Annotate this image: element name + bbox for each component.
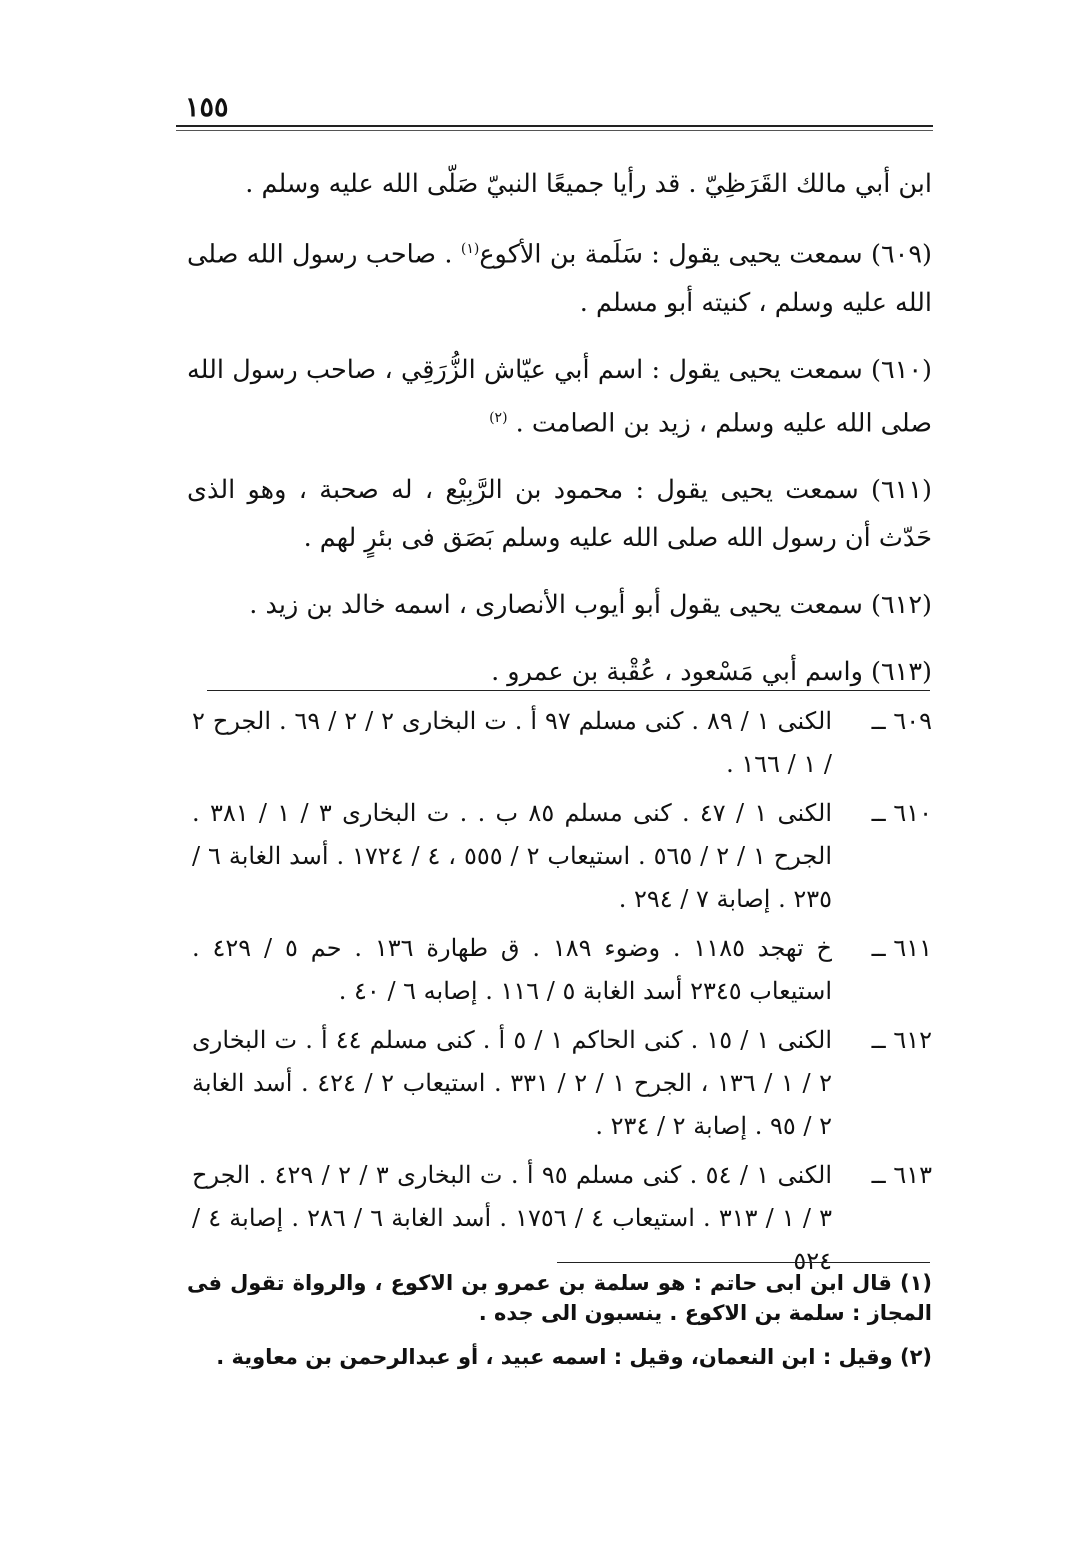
footnotes-section bbox=[187, 1268, 932, 1386]
reference-entry bbox=[192, 1019, 932, 1148]
footnotes-divider bbox=[557, 1262, 930, 1263]
footnote-marker-1: (١) bbox=[460, 241, 480, 257]
paragraph-609-main: (٦٠٩) سمعت يحيى يقول : سَلَمة بن الأكوع bbox=[479, 239, 932, 270]
reference-text: الكنى ١ / ١٥ . كنى الحاكم ١ / ٥ أ . كنى مسلم ٤٤ أ . ت البخارى ٢ / ١ / ١٣٦ ، الجرح ١ / ٢ / ٣٣١ . استيعاب ٢ / ٤٢٤ . أسد الغابة ٢ / ٩٥ . إصابة ٢ / ٢٣٤ . bbox=[192, 1026, 833, 1140]
paragraph-609-rest: . صاحب رسول الله صلى الله عليه وسلم ، كنيته أبو مسلم . bbox=[187, 239, 932, 318]
reference-text: الكنى ١ / ٤٧ . كنى مسلم ٨٥ ب . . ت البخارى ٣ / ١ / ٣٨١ . الجرح ١ / ٢ / ٥٦٥ . استيعاب ٢ / ٥٥٥ ، ٤ / ١٧٢٤ . أسد الغابة ٦ / ٢٣٥ . إصابة ٧ / ٢٩٤ . bbox=[192, 799, 833, 913]
header-rule bbox=[176, 125, 933, 131]
paragraph-continuation: ابن أبي مالك القَرَظِيّ . قد رأيا جميعًا النبيّ صَلّى الله عليه وسلم . bbox=[245, 169, 932, 199]
reference-entry bbox=[192, 927, 932, 1013]
reference-number: ٦٠٩ ــ bbox=[871, 707, 932, 735]
reference-text: الكنى ١ / ٥٤ . كنى مسلم ٩٥ أ . ت البخارى ٣ / ٢ / ٤٢٩ . الجرح ٣ / ١ / ٣١٣ . استيعاب ٤ / ١٧٥٦ . أسد الغابة ٦ / ٢٨٦ . إصابة ٤ / ٥٢٤ bbox=[192, 1161, 833, 1275]
paragraph-610 bbox=[187, 346, 932, 448]
reference-number: ٦١١ ــ bbox=[871, 934, 932, 962]
reference-entry bbox=[192, 700, 932, 786]
paragraph-612: (٦١٢) سمعت يحيى يقول أبو أيوب الأنصارى ، اسمه خالد بن زيد . bbox=[249, 590, 932, 620]
references-divider bbox=[207, 690, 930, 691]
reference-text: الكنى ١ / ٨٩ . كنى مسلم ٩٧ أ . ت البخارى ٢ / ٢ / ٦٩ . الجرح ٢ / ١ / ١٦٦ . bbox=[192, 707, 833, 778]
footnote-marker-2: (٢) bbox=[489, 409, 508, 426]
reference-text: خ تهجد ١١٨٥ . وضوء ١٨٩ . ق طهارة ١٣٦ . حم ٥ / ٤٢٩ . استيعاب ٢٣٤٥ أسد الغابة ٥ / ١١٦ . إصابه ٦ / ٤٠ . bbox=[192, 934, 833, 1005]
paragraph-613: (٦١٣) واسم أبي مَسْعود ، عُقْبة بن عمرو . bbox=[491, 657, 932, 687]
reference-number: ٦١٢ ــ bbox=[871, 1026, 932, 1054]
page-number: ١٥٥ bbox=[185, 92, 229, 123]
paragraph-610-main: (٦١٠) سمعت يحيى يقول : اسم أبي عيّاش الزُّرَقِي ، صاحب رسول الله صلى الله عليه وسلم ، زيد بن الصامت . bbox=[187, 354, 932, 438]
paragraph-611: (٦١١) سمعت يحيى يقول : محمود بن الرَّبِيْع ، له صحبة ، وهو الذى حَدّث أن رسول الله صلى الله عليه وسلم بَصَق فى بئرٍ لهم . bbox=[187, 475, 932, 553]
reference-number: ٦١٣ ــ bbox=[871, 1161, 932, 1189]
reference-entry bbox=[192, 792, 932, 921]
reference-entry bbox=[192, 1154, 932, 1283]
footnote-1: (١) قال ابن ابى حاتم : هو سلمة بن عمرو بن الاكوع ، والرواة تقول فى المجاز : سلمة بن الاكوع . ينسبون الى جده . bbox=[187, 1271, 932, 1325]
references-section bbox=[192, 700, 932, 1289]
reference-number: ٦١٠ ــ bbox=[871, 799, 932, 827]
footnote-2: (٢) وقيل : ابن النعمان، وقيل : اسمه عبيد ، أو عبدالرحمن بن معاوية . bbox=[216, 1345, 932, 1369]
paragraph-609 bbox=[187, 225, 932, 327]
main-text bbox=[187, 160, 932, 715]
